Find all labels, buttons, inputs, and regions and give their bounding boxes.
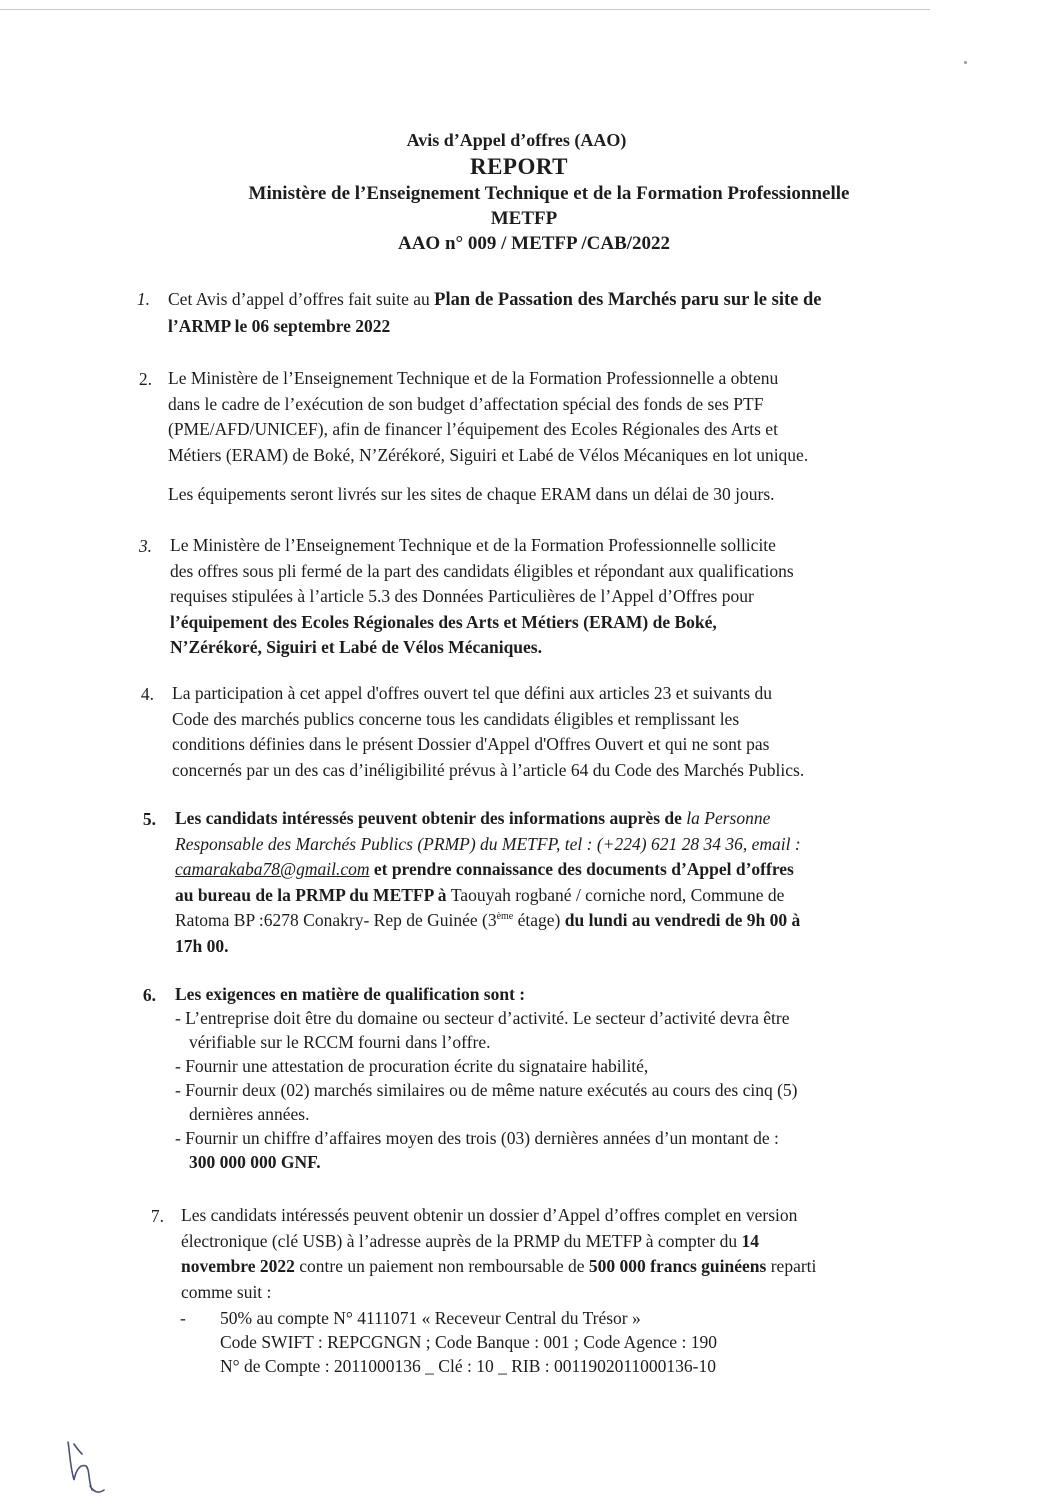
scan-edge-line — [0, 9, 930, 10]
requirement-item: - Fournir une attestation de procuration écrite du signataire habilité, — [175, 1056, 649, 1076]
requirements-list: - L’entreprise doit être du domaine ou secteur d’activité. Le secteur d’activité devra être vérifiable sur le RCCM fourni dans l’offre. - Fournir une attestation de procuration écrite du signataire habilité, - Fournir deux (02) marchés similaires ou de même nature exécutés au cours des cinq (5) dernières années. - Fournir un chiffre d’affaires moyen des trois (03) dernières années d’un montant de : 300 000 000 GNF. — [175, 1006, 975, 1174]
document-header — [0, 128, 1058, 256]
paragraph-number: 5. — [142, 809, 156, 829]
ministry-acronym: METFP — [490, 208, 558, 229]
account-number: N° de Compte : 2011000136 _ Clé : 10 _ RIB : 0011902011000136-10 — [220, 1356, 717, 1376]
ministry-name: Ministère de l’Enseignement Technique et de la Formation Professionnelle — [248, 183, 850, 204]
requirement-item: - L’entreprise doit être du domaine ou secteur d’activité. Le secteur d’activité devra être — [175, 1008, 790, 1028]
requirement-item: - Fournir un chiffre d’affaires moyen des trois (03) dernières années d’un montant de : — [175, 1128, 779, 1148]
paragraph-number: 6. — [142, 985, 156, 1005]
notice-type: Avis d’Appel d’offres (AAO) — [406, 130, 627, 150]
report-title: REPORT — [469, 154, 569, 179]
bank-codes: Code SWIFT : REPCGNGN ; Code Banque : 001 ; Code Agence : 190 — [220, 1332, 717, 1352]
paragraph-number: 4. — [140, 684, 154, 704]
paragraph-number: 2. — [138, 369, 152, 389]
paragraph-number: 1. — [136, 289, 150, 309]
requirement-item: - Fournir deux (02) marchés similaires ou de même nature exécutés au cours des cinq (5) — [175, 1080, 798, 1100]
payment-account: 50% au compte N° 4111071 « Receveur Central du Trésor » — [220, 1308, 641, 1328]
requirements-title: Les exigences en matière de qualification sont : — [175, 984, 526, 1004]
notice-reference: AAO n° 009 / METFP /CAB/2022 — [397, 233, 671, 254]
list-dash: - — [180, 1308, 186, 1328]
initials-signature — [60, 1440, 120, 1496]
paragraph-number: 3. — [138, 536, 152, 556]
email-link[interactable]: camarakaba78@gmail.com — [175, 859, 370, 879]
scan-speck — [964, 61, 967, 64]
paragraph-number: 7. — [150, 1206, 164, 1226]
